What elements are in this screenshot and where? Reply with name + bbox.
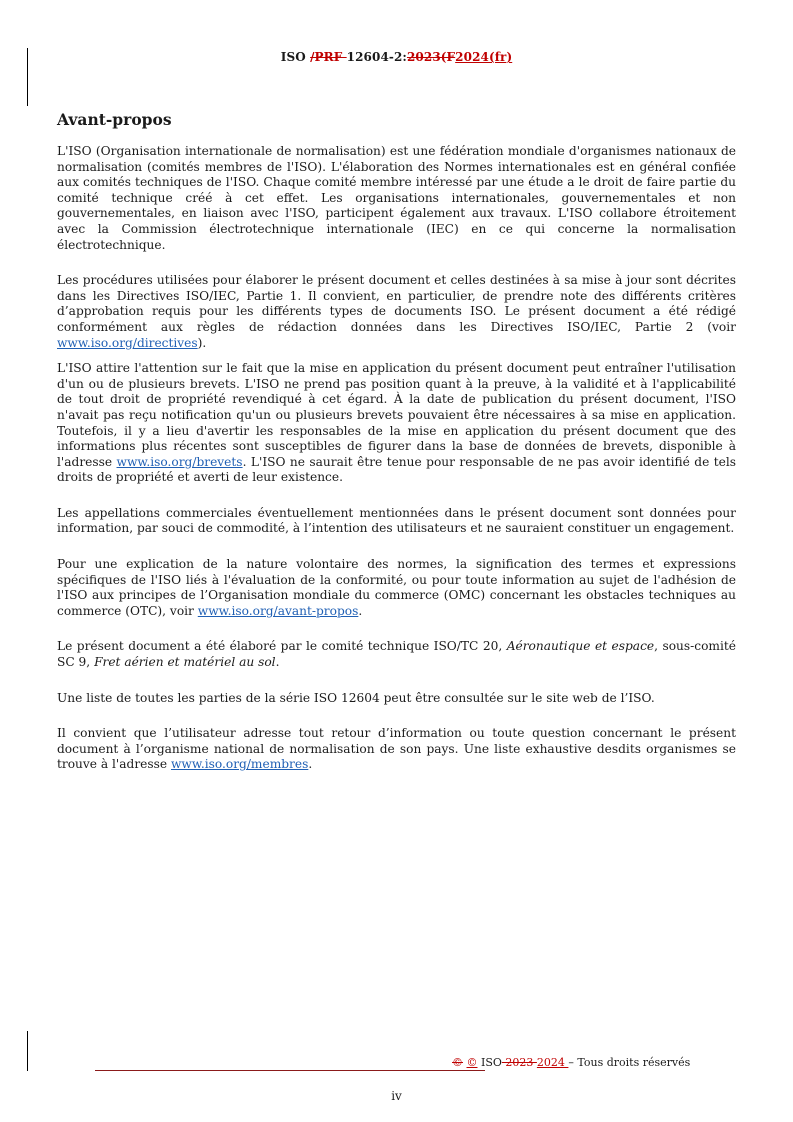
footer-year-inserted: 2024 bbox=[536, 1056, 569, 1069]
footer-year-deleted: 2023 bbox=[501, 1056, 537, 1069]
header-year-deleted: 2023(F bbox=[406, 50, 456, 64]
paragraph-4: Les appellations commerciales éventuellement mentionnées dans le présent document sont données pour information, par souci de commodité, à l’intention des utilisateurs et ne sauraient constituer un engagement. bbox=[57, 505, 736, 536]
footer-rule bbox=[95, 1070, 485, 1071]
paragraph-6-end: . bbox=[275, 655, 280, 670]
header-number: 12604-2: bbox=[346, 50, 407, 64]
header-iso: ISO bbox=[280, 50, 311, 64]
paragraph-6-mid: , sous-comité SC 9, bbox=[57, 639, 736, 670]
footer-rights: – Tous droits réservés bbox=[568, 1056, 691, 1069]
paragraph-6-text: Le présent document a été élaboré par le comité technique ISO/TC 20, bbox=[57, 639, 507, 654]
header-prf-deleted: /PRF bbox=[310, 50, 347, 64]
committee-title: Aéronautique et espace bbox=[506, 639, 655, 654]
paragraph-8 bbox=[57, 726, 736, 773]
footer-copy-inserted: © bbox=[466, 1056, 478, 1069]
header-close: ) bbox=[506, 50, 513, 64]
paragraph-5-text: Pour une explication de la nature volontaire des normes, la signification des termes et expressions spécifiques de l'ISO liés à l'évaluation de la conformité, ou pour toute information au sujet de l'adhésion de l'ISO aux principes de l’Organisation mondiale du commerce (OMC) concernant les obstacles techniques au commerce (OTC), voir bbox=[57, 557, 736, 618]
document-header bbox=[0, 50, 793, 64]
paragraph-3-end: . L'ISO ne saurait être tenue pour responsable de ne pas avoir identifié de tels droits de propriété et averti de leur existence. bbox=[57, 454, 736, 485]
paragraph-8-text: Il convient que l’utilisateur adresse tout retour d’information ou toute question concernant le présent document à l’organisme national de normalisation de son pays. Une liste exhaustive desdits organismes se trouve à l'adresse bbox=[57, 726, 736, 772]
directives-link[interactable]: www.iso.org/directives bbox=[57, 335, 198, 350]
paragraph-2 bbox=[57, 273, 736, 351]
membres-link[interactable]: www.iso.org/membres bbox=[170, 757, 309, 772]
footer-copy-deleted: © bbox=[452, 1056, 463, 1069]
paragraph-5-end: . bbox=[358, 603, 363, 618]
avant-propos-link[interactable]: www.iso.org/avant-propos bbox=[197, 603, 359, 618]
brevets-link[interactable]: www.iso.org/brevets bbox=[116, 454, 243, 469]
subcommittee-title: Fret aérien et matériel au sol bbox=[94, 655, 276, 670]
paragraph-7: Une liste de toutes les parties de la série ISO 12604 peut être consultée sur le site web de l’ISO. bbox=[57, 690, 655, 705]
footer-iso: ISO bbox=[477, 1056, 502, 1069]
paragraph-6 bbox=[57, 639, 736, 670]
header-year-inserted: 2024(fr bbox=[455, 50, 507, 64]
section-title: Avant-propos bbox=[57, 110, 172, 129]
change-bar-bottom bbox=[27, 1031, 28, 1071]
paragraph-5 bbox=[57, 557, 736, 619]
document-body bbox=[57, 110, 736, 783]
paragraph-8-end: . bbox=[308, 757, 313, 772]
paragraph-3 bbox=[57, 361, 736, 486]
paragraph-3-text: L'ISO attire l'attention sur le fait que la mise en application du présent document peut entraîner l'utilisation d'un ou de plusieurs brevets. L'ISO ne prend pas position quant à la preuve, à la validité et à l'applicabilité de tout droit de propriété revendiqué à cet égard. À la date de publication du présent document, l'ISO n'avait pas reçu notification qu'un ou plusieurs brevets pouvaient être nécessaires à sa mise en application. Toutefois, il y a lieu d'avertir les responsables de la mise en application du présent document que des informations plus récentes sont susceptibles de figurer dans la base de données de brevets, disponible à l'adresse bbox=[57, 361, 736, 469]
page-number: iv bbox=[391, 1089, 402, 1103]
copyright-footer bbox=[452, 1056, 690, 1069]
paragraph-2-text: Les procédures utilisées pour élaborer le présent document et celles destinées à sa mise à jour sont décrites dans les Directives ISO/IEC, Partie 1. Il convient, en particulier, de prendre note des différents critères d’approbation requis pour les différents types de documents ISO. Le présent document a été rédigé conformément aux règles de rédaction données dans les Directives ISO/IEC, Partie 2 (voir bbox=[57, 273, 736, 334]
paragraph-1: L'ISO (Organisation internationale de normalisation) est une fédération mondiale d'organismes nationaux de normalisation (comités membres de l'ISO). L'élaboration des Normes internationales est en général confiée aux comités techniques de l'ISO. Chaque comité membre intéressé par une étude a le droit de faire partie du comité technique créé à cet effet. Les organisations internationales, gouvernementales et non gouvernementales, en liaison avec l'ISO, participent également aux travaux. L'ISO collabore étroitement avec la Commission électrotechnique internationale (IEC) en ce qui concerne la normalisation électrotechnique. bbox=[57, 144, 736, 252]
paragraph-2-end: ). bbox=[197, 335, 207, 350]
